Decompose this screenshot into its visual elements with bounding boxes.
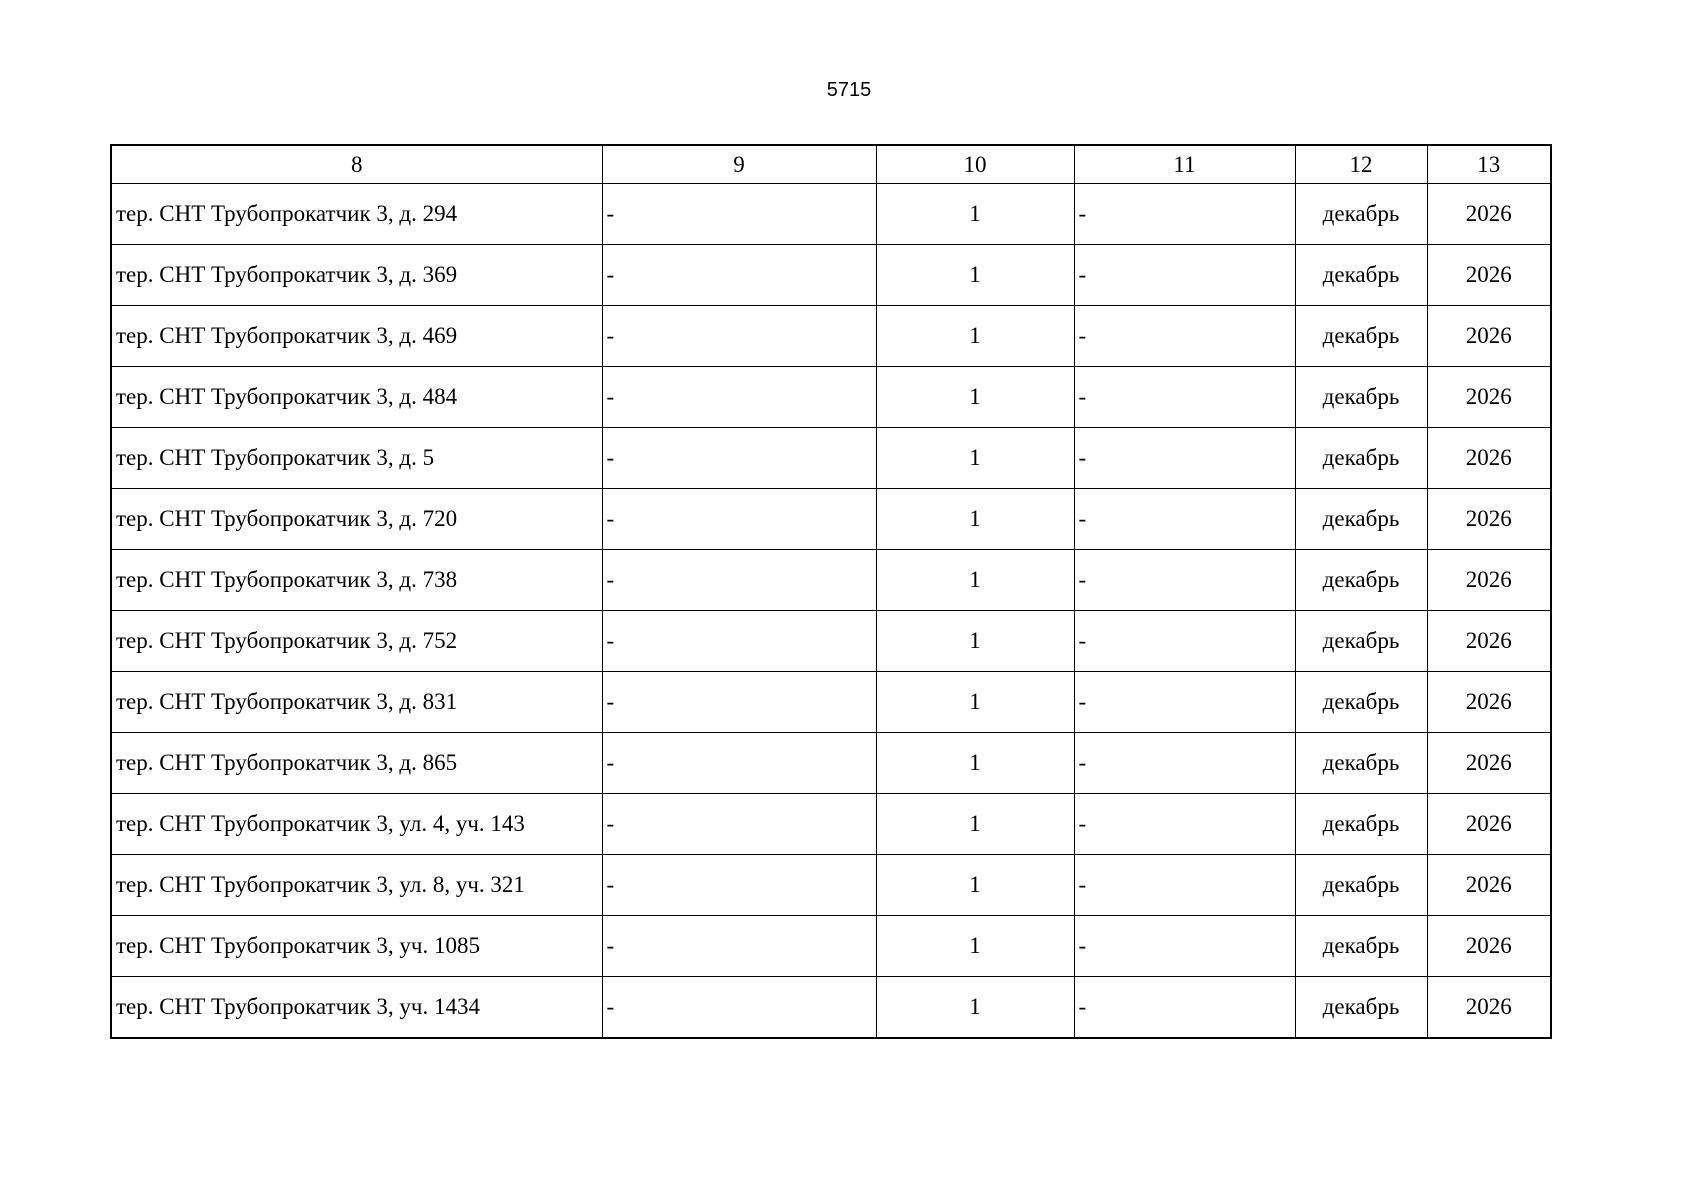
year-cell: 2026 xyxy=(1427,977,1551,1039)
col11-cell: - xyxy=(1074,672,1295,733)
col9-cell: - xyxy=(602,611,876,672)
address-cell: тер. СНТ Трубопрокатчик 3, д. 294 xyxy=(111,184,602,245)
table-row xyxy=(111,306,1551,367)
col11-cell: - xyxy=(1074,794,1295,855)
col11-cell: - xyxy=(1074,184,1295,245)
year-cell: 2026 xyxy=(1427,306,1551,367)
month-cell: декабрь xyxy=(1295,733,1427,794)
year-cell: 2026 xyxy=(1427,916,1551,977)
address-cell: тер. СНТ Трубопрокатчик 3, д. 484 xyxy=(111,367,602,428)
col10-cell: 1 xyxy=(876,550,1074,611)
data-table xyxy=(110,144,1552,1039)
col10-cell: 1 xyxy=(876,245,1074,306)
col10-cell: 1 xyxy=(876,428,1074,489)
year-cell: 2026 xyxy=(1427,733,1551,794)
col11-cell: - xyxy=(1074,977,1295,1039)
col9-cell: - xyxy=(602,184,876,245)
year-cell: 2026 xyxy=(1427,611,1551,672)
table-row xyxy=(111,245,1551,306)
col10-cell: 1 xyxy=(876,367,1074,428)
address-cell: тер. СНТ Трубопрокатчик 3, уч. 1434 xyxy=(111,977,602,1039)
col9-cell: - xyxy=(602,428,876,489)
month-cell: декабрь xyxy=(1295,916,1427,977)
col11-cell: - xyxy=(1074,916,1295,977)
month-cell: декабрь xyxy=(1295,672,1427,733)
address-cell: тер. СНТ Трубопрокатчик 3, д. 720 xyxy=(111,489,602,550)
column-header-12: 12 xyxy=(1295,145,1427,184)
table-row xyxy=(111,672,1551,733)
col10-cell: 1 xyxy=(876,916,1074,977)
col9-cell: - xyxy=(602,367,876,428)
column-header-10: 10 xyxy=(876,145,1074,184)
col10-cell: 1 xyxy=(876,611,1074,672)
page-number: 5715 xyxy=(826,79,872,101)
col10-cell: 1 xyxy=(876,733,1074,794)
year-cell: 2026 xyxy=(1427,550,1551,611)
col10-cell: 1 xyxy=(876,855,1074,916)
table-row xyxy=(111,611,1551,672)
col11-cell: - xyxy=(1074,733,1295,794)
col9-cell: - xyxy=(602,977,876,1039)
table-row xyxy=(111,550,1551,611)
address-cell: тер. СНТ Трубопрокатчик 3, д. 469 xyxy=(111,306,602,367)
col9-cell: - xyxy=(602,550,876,611)
table-row xyxy=(111,184,1551,245)
month-cell: декабрь xyxy=(1295,184,1427,245)
month-cell: декабрь xyxy=(1295,306,1427,367)
col9-cell: - xyxy=(602,672,876,733)
col11-cell: - xyxy=(1074,367,1295,428)
year-cell: 2026 xyxy=(1427,672,1551,733)
col10-cell: 1 xyxy=(876,184,1074,245)
table-row xyxy=(111,367,1551,428)
col11-cell: - xyxy=(1074,550,1295,611)
table-row xyxy=(111,794,1551,855)
col11-cell: - xyxy=(1074,611,1295,672)
year-cell: 2026 xyxy=(1427,489,1551,550)
col10-cell: 1 xyxy=(876,672,1074,733)
table-row xyxy=(111,916,1551,977)
column-header-11: 11 xyxy=(1074,145,1295,184)
column-header-9: 9 xyxy=(602,145,876,184)
month-cell: декабрь xyxy=(1295,550,1427,611)
table-row xyxy=(111,733,1551,794)
col11-cell: - xyxy=(1074,306,1295,367)
col10-cell: 1 xyxy=(876,489,1074,550)
table-body xyxy=(111,184,1551,1039)
table-row xyxy=(111,977,1551,1039)
year-cell: 2026 xyxy=(1427,794,1551,855)
col9-cell: - xyxy=(602,855,876,916)
col11-cell: - xyxy=(1074,489,1295,550)
year-cell: 2026 xyxy=(1427,855,1551,916)
address-cell: тер. СНТ Трубопрокатчик 3, д. 5 xyxy=(111,428,602,489)
col9-cell: - xyxy=(602,794,876,855)
month-cell: декабрь xyxy=(1295,611,1427,672)
table-row xyxy=(111,855,1551,916)
year-cell: 2026 xyxy=(1427,184,1551,245)
col10-cell: 1 xyxy=(876,794,1074,855)
year-cell: 2026 xyxy=(1427,245,1551,306)
month-cell: декабрь xyxy=(1295,855,1427,916)
month-cell: декабрь xyxy=(1295,367,1427,428)
column-header-8: 8 xyxy=(111,145,602,184)
address-cell: тер. СНТ Трубопрокатчик 3, ул. 8, уч. 321 xyxy=(111,855,602,916)
year-cell: 2026 xyxy=(1427,428,1551,489)
address-cell: тер. СНТ Трубопрокатчик 3, д. 738 xyxy=(111,550,602,611)
header-row xyxy=(111,145,1551,184)
address-cell: тер. СНТ Трубопрокатчик 3, д. 831 xyxy=(111,672,602,733)
col10-cell: 1 xyxy=(876,306,1074,367)
col10-cell: 1 xyxy=(876,977,1074,1039)
address-cell: тер. СНТ Трубопрокатчик 3, уч. 1085 xyxy=(111,916,602,977)
col11-cell: - xyxy=(1074,245,1295,306)
month-cell: декабрь xyxy=(1295,245,1427,306)
table-header xyxy=(111,145,1551,184)
address-cell: тер. СНТ Трубопрокатчик 3, д. 752 xyxy=(111,611,602,672)
col9-cell: - xyxy=(602,245,876,306)
month-cell: декабрь xyxy=(1295,489,1427,550)
table-row xyxy=(111,428,1551,489)
col9-cell: - xyxy=(602,733,876,794)
col9-cell: - xyxy=(602,306,876,367)
month-cell: декабрь xyxy=(1295,794,1427,855)
year-cell: 2026 xyxy=(1427,367,1551,428)
col9-cell: - xyxy=(602,916,876,977)
month-cell: декабрь xyxy=(1295,428,1427,489)
address-cell: тер. СНТ Трубопрокатчик 3, ул. 4, уч. 143 xyxy=(111,794,602,855)
address-cell: тер. СНТ Трубопрокатчик 3, д. 865 xyxy=(111,733,602,794)
table-row xyxy=(111,489,1551,550)
col11-cell: - xyxy=(1074,855,1295,916)
col9-cell: - xyxy=(602,489,876,550)
column-header-13: 13 xyxy=(1427,145,1551,184)
col11-cell: - xyxy=(1074,428,1295,489)
address-cell: тер. СНТ Трубопрокатчик 3, д. 369 xyxy=(111,245,602,306)
month-cell: декабрь xyxy=(1295,977,1427,1039)
